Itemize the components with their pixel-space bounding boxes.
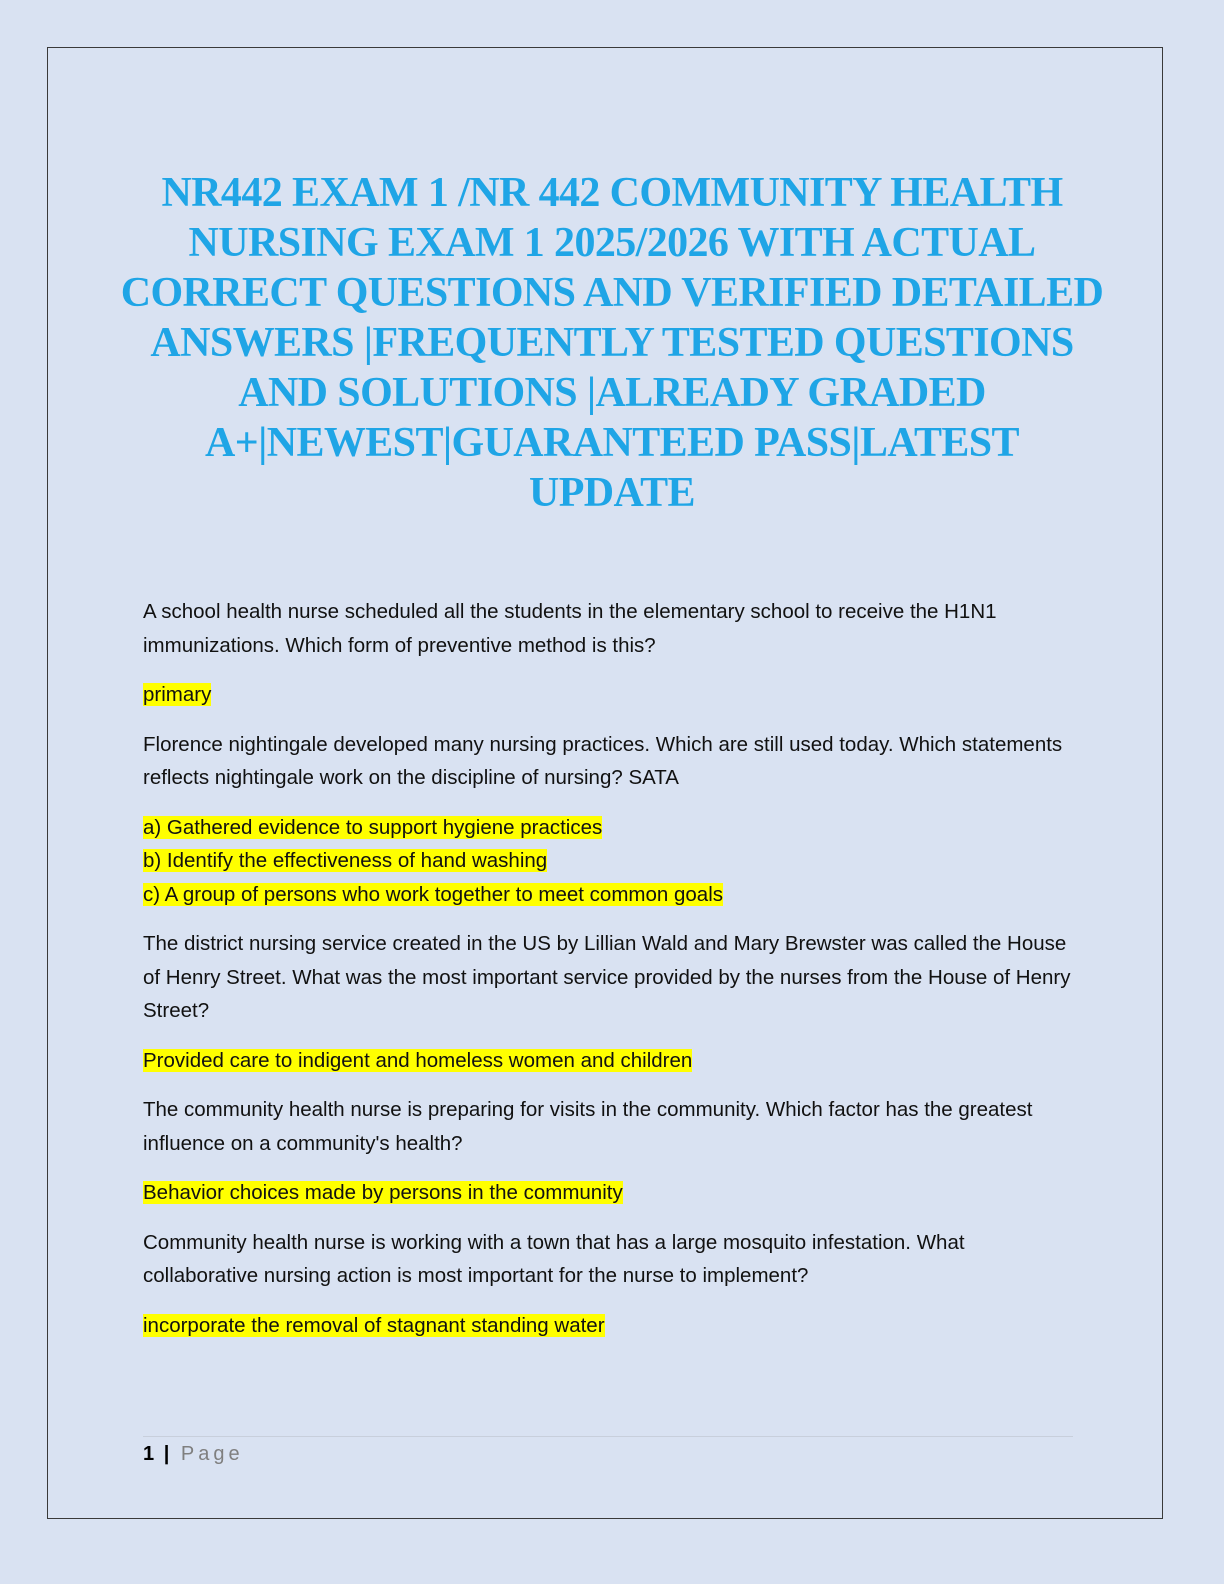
- question-4: The community health nurse is preparing for visits in the community. Which factor has the greatest influence on a community's health?: [143, 1098, 1033, 1155]
- highlighted-answer: b) Identify the effectiveness of hand washing: [143, 849, 548, 872]
- footer-divider: [143, 1436, 1073, 1437]
- answer-line: [143, 811, 1073, 845]
- answer-block-1: [143, 678, 1073, 712]
- highlighted-answer: c) A group of persons who work together to meet common goals: [143, 882, 723, 906]
- answer-block-3: [143, 1044, 1073, 1078]
- answer-line: [143, 1176, 1073, 1210]
- answer-line: [143, 1309, 1073, 1343]
- answer-block-2: [143, 811, 1073, 912]
- highlighted-answer: Provided care to indigent and homeless women and children: [143, 1048, 693, 1072]
- answer-line: [143, 844, 1073, 878]
- highlighted-answer: primary: [143, 683, 212, 706]
- question-3: The district nursing service created in the US by Lillian Wald and Mary Brewster was called the House of Henry Street. What was the most important service provided by the nurses from the House of Henry Street?: [143, 932, 1071, 1022]
- page-footer: [143, 1440, 244, 1468]
- answer-line: [143, 1044, 1073, 1078]
- answer-line: [143, 678, 1073, 712]
- answer-block-5: [143, 1309, 1073, 1343]
- qa-content: [143, 595, 1073, 1358]
- highlighted-answer: incorporate the removal of stagnant standing water: [143, 1313, 605, 1337]
- document-title: NR442 EXAM 1 /NR 442 COMMUNITY HEALTH NURSING EXAM 1 2025/2026 WITH ACTUAL CORRECT QUESTIONS AND VERIFIED DETAILED ANSWERS |FREQUENTLY TESTED QUESTIONS AND SOLUTIONS |ALREADY GRADED A+|NEWEST|GUARANTEED PASS|LATEST UPDATE: [120, 170, 1104, 516]
- page-separator: |: [163, 1443, 170, 1465]
- answer-block-4: [143, 1176, 1073, 1210]
- question-5: Community health nurse is working with a town that has a large mosquito infestation. What collaborative nursing action is most important for the nurse to implement?: [143, 1230, 965, 1287]
- page-number: 1: [143, 1443, 155, 1465]
- question-2: Florence nightingale developed many nursing practices. Which are still used today. Which statements reflects nightingale work on the discipline of nursing? SATA: [143, 732, 1063, 789]
- question-1: A school health nurse scheduled all the students in the elementary school to receive the H1N1 immunizations. Which form of preventive method is this?: [143, 600, 997, 657]
- highlighted-answer: Behavior choices made by persons in the community: [143, 1181, 623, 1204]
- page-label: Page: [180, 1443, 244, 1465]
- answer-line: [143, 878, 1073, 912]
- highlighted-answer: a) Gathered evidence to support hygiene practices: [143, 815, 603, 839]
